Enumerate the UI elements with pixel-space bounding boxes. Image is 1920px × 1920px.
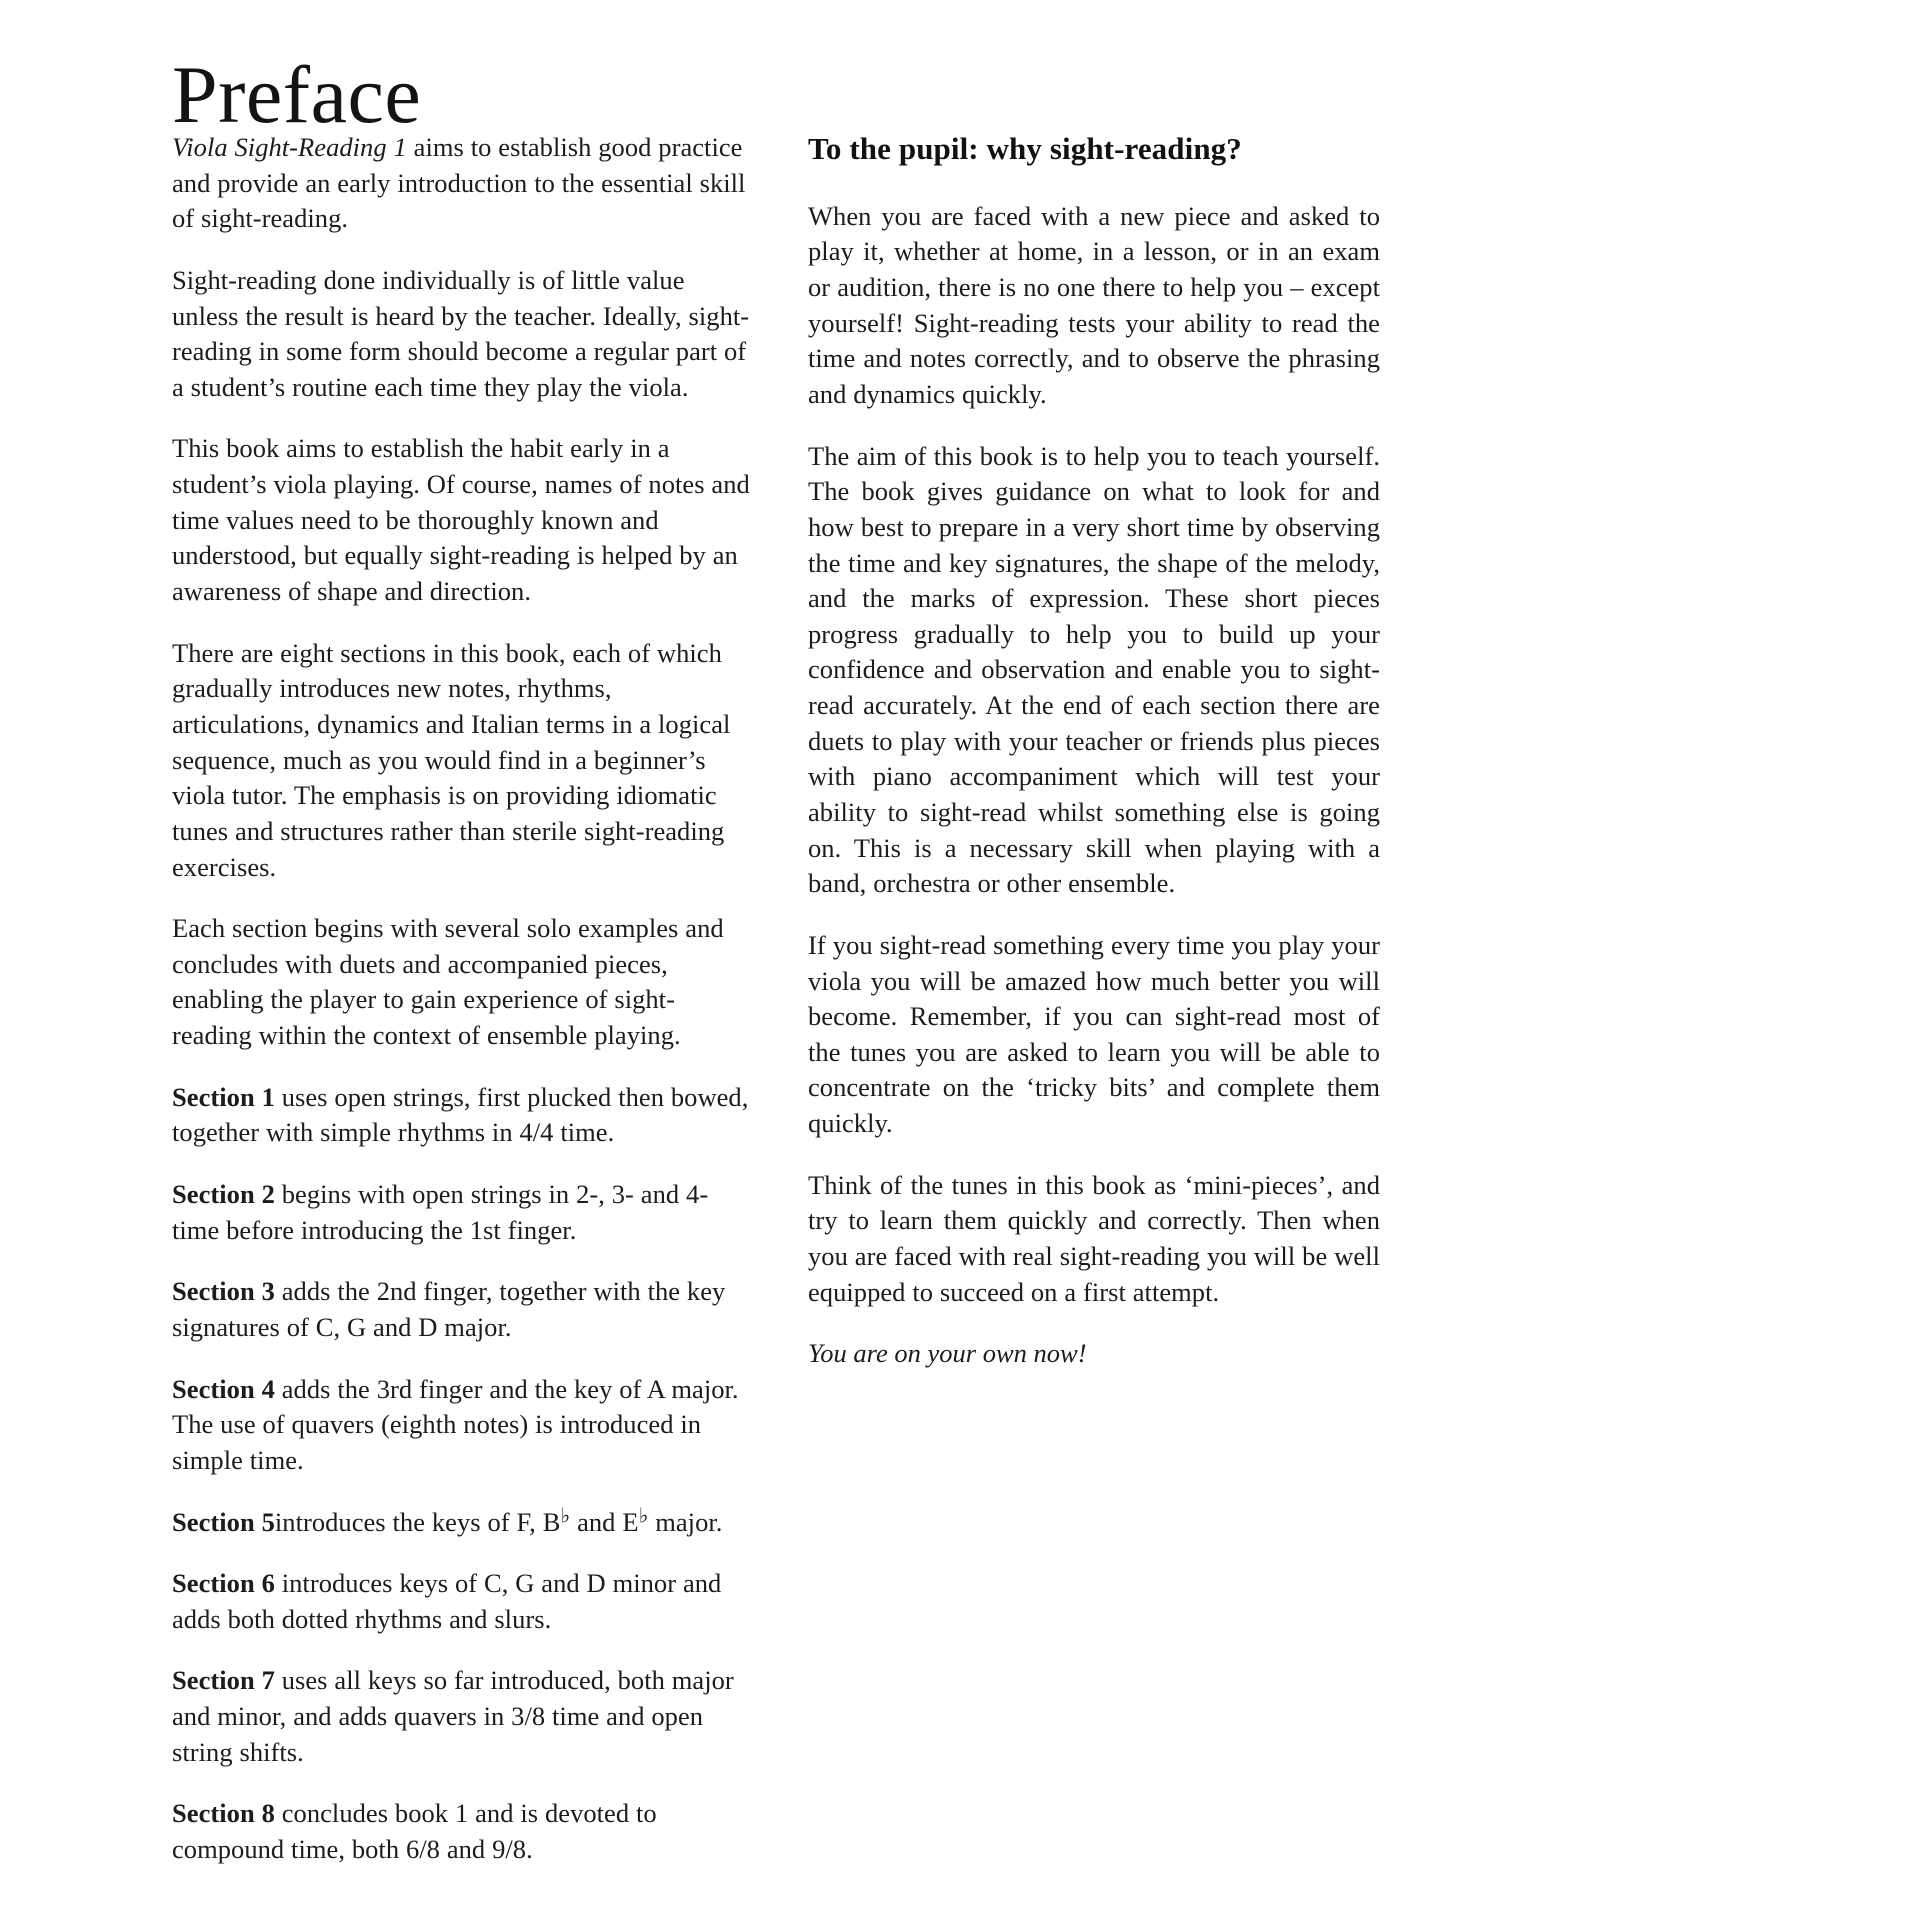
section-text-1: uses open strings, first plucked then bowed, together with simple rhythms in 4/4 time. bbox=[172, 1081, 749, 1148]
paragraph-habit-early: This book aims to establish the habit early in a student’s viola playing. Of course, names of notes and time values need to be thoroughly known and understood, but equally sight-reading is helped by an awareness of shape and direction. bbox=[172, 433, 750, 607]
section-text-3: adds the 2nd finger, together with the key signatures of C, G and D major. bbox=[172, 1276, 726, 1342]
paragraph-faced-with-new-piece: When you are faced with a new piece and asked to play it, whether at home, in a lesson, or in an exam or audition, there is no one there to help you – except yourself! Sight-reading tests your ability to read the time and notes correctly, and to observe the phrasing and dynamics quickly. bbox=[808, 200, 1380, 409]
section-text-7: uses all keys so far introduced, both major and minor, and adds quavers in 3/8 time and open string shifts. bbox=[172, 1665, 734, 1767]
paragraph-intro-text: aims to establish good practice and provide an early introduction to the essential skill of sight-reading. bbox=[172, 132, 746, 234]
right-column-heading: To the pupil: why sight-reading? bbox=[808, 131, 1242, 166]
section-text-6: introduces keys of C, G and D minor and adds both dotted rhythms and slurs. bbox=[172, 1568, 722, 1634]
section-item-4 bbox=[172, 1372, 750, 1479]
section-text-5c: major. bbox=[648, 1506, 723, 1537]
section-text-5a: introduces the keys of F, B bbox=[274, 1506, 561, 1537]
section-label-8: Section 8 bbox=[172, 1798, 275, 1829]
flat-symbol-e-icon: ♭ bbox=[638, 1504, 649, 1527]
section-item-2 bbox=[172, 1177, 750, 1248]
flat-symbol-b-icon: ♭ bbox=[560, 1504, 571, 1527]
section-item-7 bbox=[172, 1663, 750, 1770]
paragraph-sight-read-every-time: If you sight-read something every time you play your viola you will be amazed how much better you will become. Remember, if you can sight-read most of the tunes you are asked to learn you will be able to concentrate on the ‘tricky bits’ and complete them quickly. bbox=[808, 929, 1380, 1139]
paragraph-individual-value: Sight-reading done individually is of little value unless the result is heard by the teacher. Ideally, sight-reading in some form should become a regular part of a student’s routine each time they play the viola. bbox=[172, 264, 750, 402]
section-item-8 bbox=[172, 1796, 750, 1867]
signoff-line: You are on your own now! bbox=[808, 1338, 1087, 1369]
two-column-body bbox=[0, 130, 1920, 1894]
page-title: Preface bbox=[172, 48, 422, 140]
left-column bbox=[0, 130, 760, 1894]
book-title-italic: Viola Sight-Reading 1 bbox=[172, 132, 407, 162]
section-item-1 bbox=[172, 1080, 750, 1151]
section-label-5: Section 5 bbox=[172, 1506, 275, 1537]
right-column bbox=[760, 130, 1520, 1894]
section-item-5 bbox=[172, 1505, 750, 1541]
paragraph-section-structure: Each section begins with several solo examples and concludes with duets and accompanied pieces, enabling the player to gain experience of sight-reading within the context of ensemble playing. bbox=[172, 913, 724, 1051]
section-text-4: adds the 3rd finger and the key of A major. The use of quavers (eighth notes) is introduced in simple time. bbox=[172, 1373, 739, 1475]
section-label-3: Section 3 bbox=[172, 1276, 275, 1307]
paragraph-mini-pieces: Think of the tunes in this book as ‘mini-pieces’, and try to learn them quickly and correctly. Then when you are faced with real sight-reading you will be well equipped to succeed on a first attempt. bbox=[808, 1169, 1380, 1307]
section-text-2: begins with open strings in 2-, 3- and 4-time before introducing the 1st finger. bbox=[172, 1179, 709, 1245]
section-label-4: Section 4 bbox=[172, 1373, 275, 1404]
section-text-8: concludes book 1 and is devoted to compound time, both 6/8 and 9/8. bbox=[172, 1798, 657, 1864]
paragraph-eight-sections: There are eight sections in this book, each of which gradually introduces new notes, rhythms, articulations, dynamics and Italian terms in a logical sequence, much as you would find in a beginner’s viola tutor. The emphasis is on providing idiomatic tunes and structures rather than sterile sight-reading exercises. bbox=[172, 637, 731, 882]
section-text-5b: and E bbox=[570, 1506, 639, 1537]
section-item-3 bbox=[172, 1274, 750, 1345]
section-label-6: Section 6 bbox=[172, 1568, 275, 1599]
paragraph-intro bbox=[172, 130, 750, 237]
section-label-1: Section 1 bbox=[172, 1081, 275, 1112]
section-label-2: Section 2 bbox=[172, 1179, 275, 1210]
section-item-6 bbox=[172, 1566, 750, 1637]
paragraph-aim-of-book: The aim of this book is to help you to teach yourself. The book gives guidance on what to look for and how best to prepare in a very short time by observing the time and key signatures, the shape of the melody, and the marks of expression. These short pieces progress gradually to help you to build up your confidence and observation and enable you to sight-read accurately. At the end of each section there are duets to play with your teacher or friends plus pieces with piano accompaniment which will test your ability to sight-read whilst something else is going on. This is a necessary skill when playing with a band, orchestra or other ensemble. bbox=[808, 440, 1380, 899]
section-label-7: Section 7 bbox=[172, 1665, 275, 1696]
